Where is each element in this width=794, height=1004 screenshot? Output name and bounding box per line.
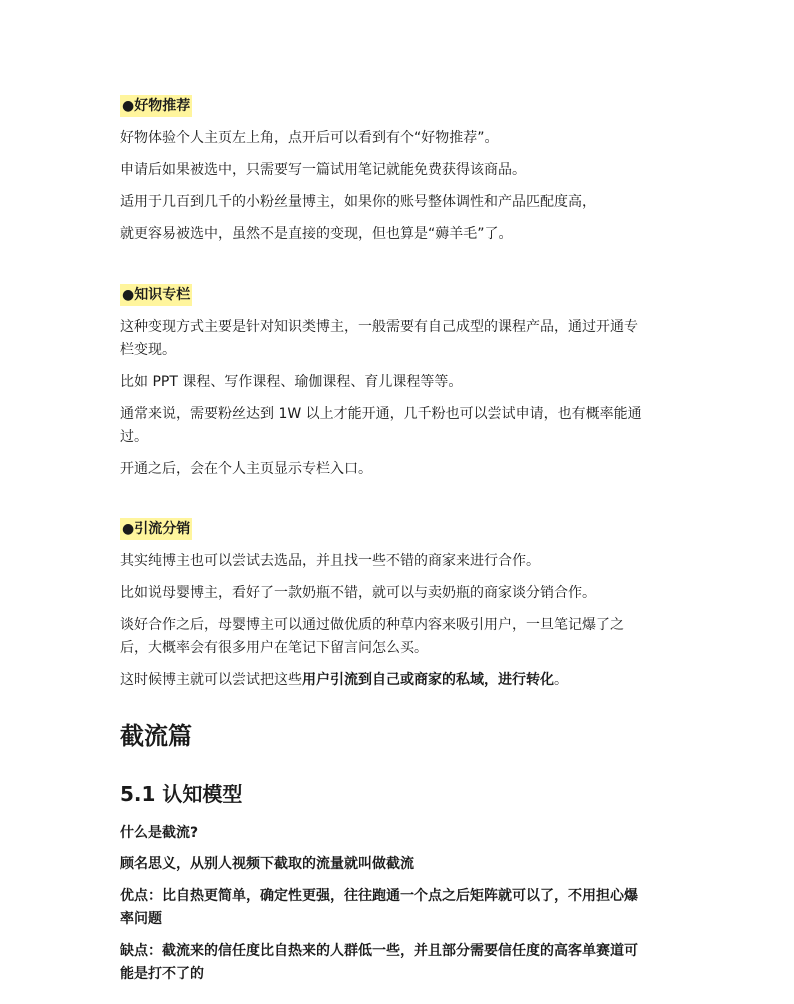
pros: 优点：比自热更简单，确定性更强，往往跑通一个点之后矩阵就可以了，不用担心爆 <box>120 888 638 904</box>
paragraph: 申请后如果被选中，只需要写一篇试用笔记就能免费获得该商品。 <box>120 162 526 178</box>
text-normal: 这时候博主就可以尝试把这些 <box>120 672 302 688</box>
paragraph: 谈好合作之后，母婴博主可以通过做优质的种草内容来吸引用户，一旦笔记爆了之 <box>120 617 624 633</box>
paragraph: 这种变现方式主要是针对知识类博主，一般需要有自己成型的课程产品，通过开通专 <box>120 319 638 335</box>
paragraph: 比如 PPT 课程、写作课程、瑜伽课程、育儿课程等等。 <box>120 374 463 390</box>
cons-cont: 能是打不了的 <box>120 966 204 982</box>
paragraph <box>120 669 668 691</box>
text-bold: 用户引流到自己或商家的私域，进行转化 <box>302 672 554 688</box>
text-normal: 。 <box>554 672 568 688</box>
paragraph: 就更容易被选中，虽然不是直接的变现，但也算是“薅羊毛”了。 <box>120 226 513 242</box>
paragraph: 开通之后，会在个人主页显示专栏入口。 <box>120 461 372 477</box>
paragraph: 过。 <box>120 429 148 445</box>
chapter-title: 截流篇 <box>120 722 192 750</box>
section-title: 5.1 认知模型 <box>120 782 243 806</box>
paragraph: 好物体验个人主页左上角，点开后可以看到有个“好物推荐”。 <box>120 130 499 146</box>
paragraph: 适用于几百到几千的小粉丝量博主，如果你的账号整体调性和产品匹配度高， <box>120 194 596 210</box>
paragraph: 栏变现。 <box>120 342 176 358</box>
cons: 缺点：截流来的信任度比自热来的人群低一些，并且部分需要信任度的高客单赛道可 <box>120 943 638 959</box>
definition: 顾名思义，从别人视频下截取的流量就叫做截流 <box>120 856 414 872</box>
question: 什么是截流? <box>120 825 199 841</box>
section-heading-haowu: ●好物推荐 <box>120 95 192 117</box>
paragraph: 后，大概率会有很多用户在笔记下留言问怎么买。 <box>120 640 428 656</box>
section-heading-yinliu: ●引流分销 <box>120 518 192 540</box>
paragraph: 通常来说，需要粉丝达到 1W 以上才能开通，几千粉也可以尝试申请，也有概率能通 <box>120 406 642 422</box>
paragraph: 比如说母婴博主，看好了一款奶瓶不错，就可以与卖奶瓶的商家谈分销合作。 <box>120 585 596 601</box>
section-heading-zhishi: ●知识专栏 <box>120 284 192 306</box>
pros-cont: 率问题 <box>120 911 162 927</box>
paragraph: 其实纯博主也可以尝试去选品，并且找一些不错的商家来进行合作。 <box>120 553 540 569</box>
